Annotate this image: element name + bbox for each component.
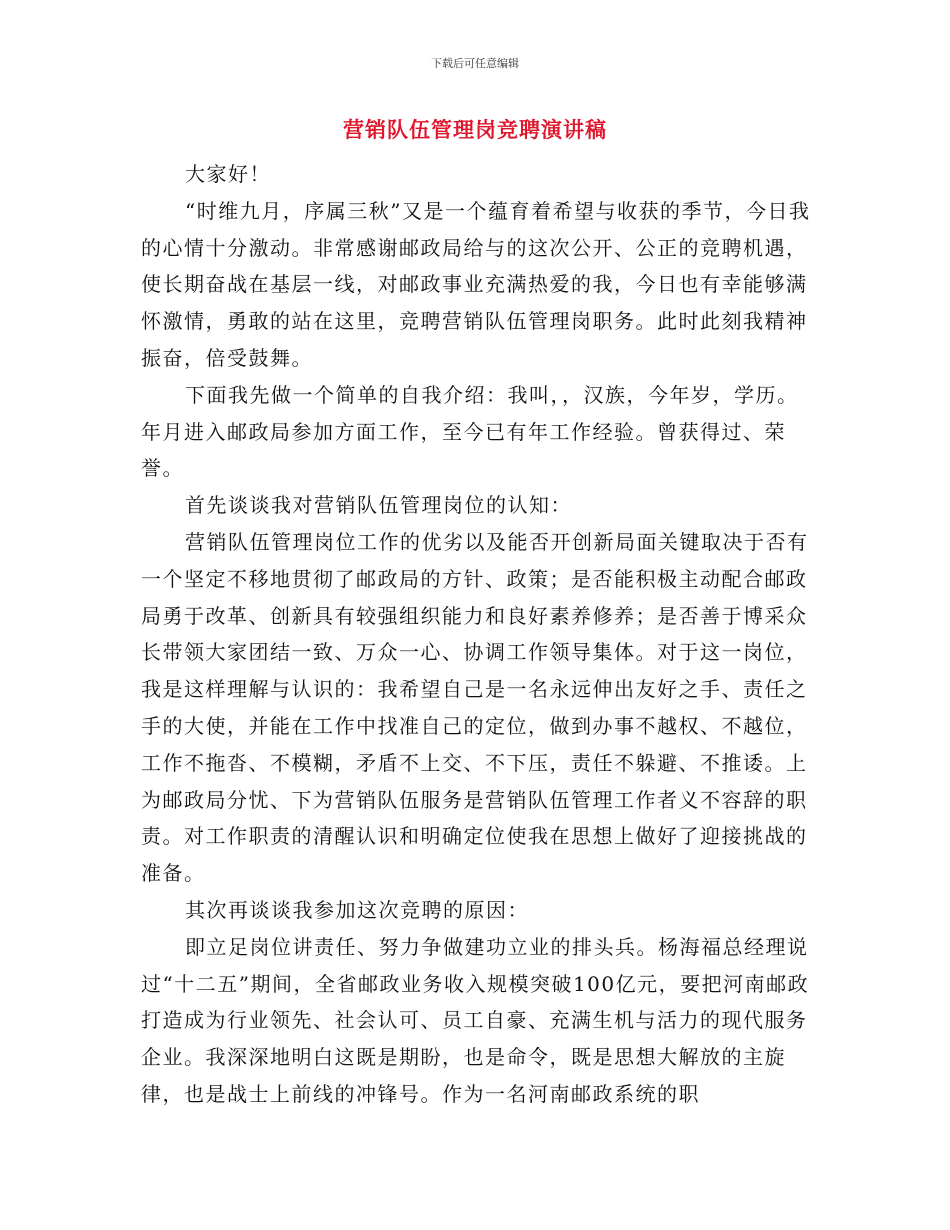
- paragraph-greeting: 大家好！: [185, 162, 271, 186]
- paragraph-reasons: 即立足岗位讲责任、努力争做建功立业的排头兵。杨海福总经理说过“十二五”期间，全省邮政业务收入规模突破100亿元，要把河南邮政打造成为行业领先、社会认可、员工自豪、充满生机与活力的现代服务企业。我深深地明白这既是期盼，也是命令，既是思想大解放的主旋律，也是战士上前线的冲锋号。作为一名河南邮政系统的职: [141, 934, 810, 1106]
- paragraph-section-heading-2: 其次再谈谈我参加这次竞聘的原因：: [185, 897, 529, 922]
- paragraph-section-heading-1: 首先谈谈我对营销队伍管理岗位的认知：: [185, 493, 572, 518]
- paragraph-opening: “时维九月，序属三秋”又是一个蕴育着希望与收获的季节，今日我的心情十分激动。非常感谢邮政局给与的这次公开、公正的竞聘机遇，使长期奋战在基层一线，对邮政事业充满热爱的我，今日也有幸能够满怀激情，勇敢的站在这里，竞聘营销队伍管理岗职务。此时此刻我精神振奋，倍受鼓舞。: [141, 198, 811, 370]
- document-title: 营销队伍管理岗竞聘演讲稿: [343, 118, 607, 142]
- paragraph-role-understanding: 营销队伍管理岗位工作的优劣以及能否开创新局面关键取决于否有一个坚定不移地贯彻了邮政局的方针、政策；是否能积极主动配合邮政局勇于改革、创新具有较强组织能力和良好素养修养；是否善于博采众长带领大家团结一致、万众一心、协调工作领导集体。对于这一岗位，我是这样理解与认识的：我希望自己是一名永远伸出友好之手、责任之手的大使，并能在工作中找准自己的定位，做到办事不越权、不越位，工作不拖沓、不模糊，矛盾不上交、不下压，责任不躲避、不推诿。上为邮政局分忧、下为营销队伍服务是营销队伍管理工作者义不容辞的职责。对工作职责的清醒认识和明确定位使我在思想上做好了迎接挑战的准备。: [141, 529, 809, 886]
- page-header-note: 下载后可任意编辑: [431, 57, 519, 70]
- document-body: [141, 156, 811, 1113]
- paragraph-self-introduction: 下面我先做一个简单的自我介绍：我叫，，汉族，今年岁，学历。年月进入邮政局参加方面工作，至今已有年工作经验。曾获得过、荣誉。: [141, 382, 799, 481]
